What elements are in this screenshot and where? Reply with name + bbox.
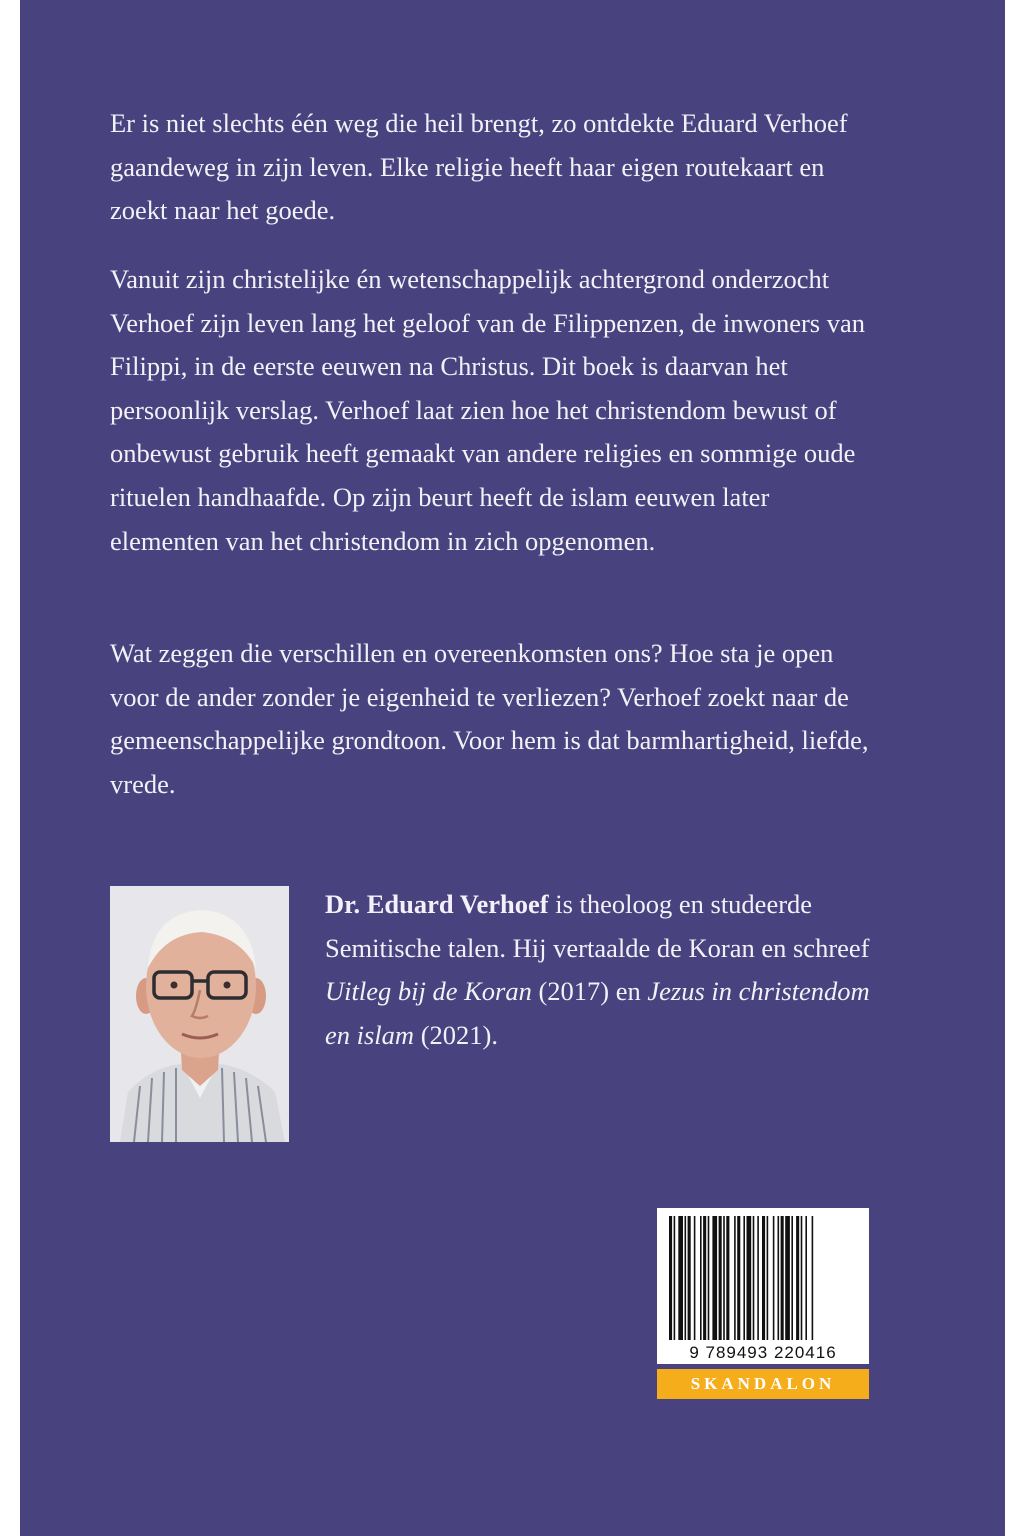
author-portrait-icon: [110, 886, 289, 1142]
book-title-1: Uitleg bij de Koran: [325, 976, 532, 1007]
author-bio-text-3: (2021).: [414, 1019, 498, 1050]
blurb-paragraph-2: Vanuit zijn christelijke én wetenschappelijk achtergrond onderzocht Verhoef zijn leven lang het geloof van de Filippenzen, de inwoners van Filippi, in de eerste eeuwen na Christus. Dit boek is daarvan het persoonlijk verslag. Verhoef laat zien hoe het christendom bewust of onbewust gebruik heeft gemaakt van andere religies en sommige oude rituelen handhaafde. Op zijn beurt heeft de islam eeuwen later elementen van het christendom in zich opgenomen.: [110, 264, 866, 556]
author-bio: [325, 883, 885, 1057]
barcode: [657, 1208, 869, 1364]
blurb-paragraph-3: Wat zeggen die verschillen en overeenkomsten ons? Hoe sta je open voor de ander zonder je eigenheid te verliezen? Verhoef zoekt naar de gemeenschappelijke grondtoon. Voor hem is dat barmhartigheid, liefde, vrede.: [110, 638, 869, 799]
blurb-paragraph-1: Er is niet slechts één weg die heil brengt, zo ontdekte Eduard Verhoef gaandeweg in zijn leven. Elke religie heeft haar eigen routekaart en zoekt naar het goede.: [110, 108, 848, 226]
barcode-bars-icon: [657, 1208, 869, 1344]
isbn-number: 9 789493 220416: [689, 1343, 837, 1362]
author-bio-text-2: (2017) en: [531, 976, 648, 1007]
publisher-logo: SKANDALON: [657, 1369, 869, 1399]
author-name: Dr. Eduard Verhoef: [325, 889, 549, 919]
book-title-2: Jezus in christendom en islam: [325, 976, 870, 1050]
author-photo: [110, 886, 289, 1142]
author-bio-text-1: is theoloog en studeerde Semitische talen. Hij vertaalde de Koran en schreef: [325, 889, 870, 963]
back-cover: [20, 0, 1005, 1536]
